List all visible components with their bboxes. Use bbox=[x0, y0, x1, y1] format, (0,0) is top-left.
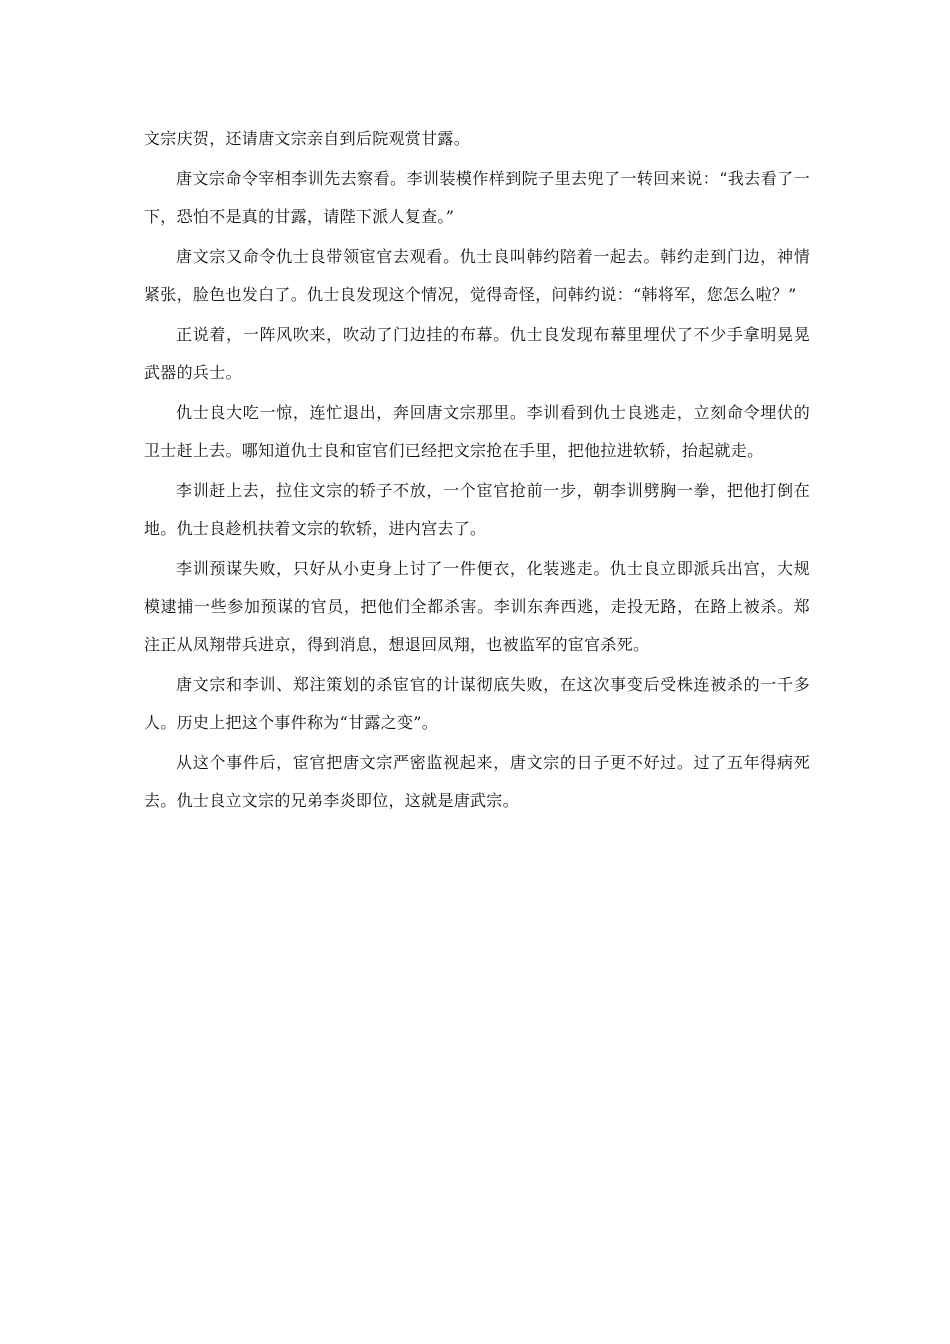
paragraph: 正说着，一阵风吹来，吹动了门边挂的布幕。仇士良发现布幕里埋伏了不少手拿明晃晃武器的兵士。 bbox=[144, 325, 810, 382]
document-page bbox=[144, 120, 810, 822]
paragraph: 唐文宗和李训、郑注策划的杀宦官的计谋彻底失败，在这次事变后受株连被杀的一千多人。历史上把这个事件称为“甘露之变”。 bbox=[144, 675, 810, 732]
paragraph: 仇士良大吃一惊，连忙退出，奔回唐文宗那里。李训看到仇士良逃走，立刻命令埋伏的卫士赶上去。哪知道仇士良和宦官们已经把文宗抢在手里，把他拉进软轿，抬起就走。 bbox=[144, 403, 810, 460]
paragraph: 唐文宗又命令仇士良带领宦官去观看。仇士良叫韩约陪着一起去。韩约走到门边，神情紧张，脸色也发白了。仇士良发现这个情况，觉得奇怪，问韩约说：“韩将军，您怎么啦？” bbox=[144, 247, 810, 304]
paragraph: 唐文宗命令宰相李训先去察看。李训装模作样到院子里去兜了一转回来说：“我去看了一下，恐怕不是真的甘露，请陛下派人复查。” bbox=[144, 169, 810, 226]
paragraph: 从这个事件后，宦官把唐文宗严密监视起来，唐文宗的日子更不好过。过了五年得病死去。仇士良立文宗的兄弟李炎即位，这就是唐武宗。 bbox=[144, 753, 810, 810]
paragraph: 文宗庆贺，还请唐文宗亲自到后院观赏甘露。 bbox=[144, 129, 471, 148]
paragraph: 李训赶上去，拉住文宗的轿子不放，一个宦官抢前一步，朝李训劈胸一拳，把他打倒在地。仇士良趁机扶着文宗的软轿，进内宫去了。 bbox=[144, 481, 810, 538]
paragraph: 李训预谋失败，只好从小吏身上讨了一件便衣，化装逃走。仇士良立即派兵出宫，大规模逮捕一些参加预谋的官员，把他们全都杀害。李训东奔西逃，走投无路，在路上被杀。郑注正从凤翔带兵进京，得到消息，想退回凤翔，也被监军的宦官杀死。 bbox=[144, 559, 810, 654]
